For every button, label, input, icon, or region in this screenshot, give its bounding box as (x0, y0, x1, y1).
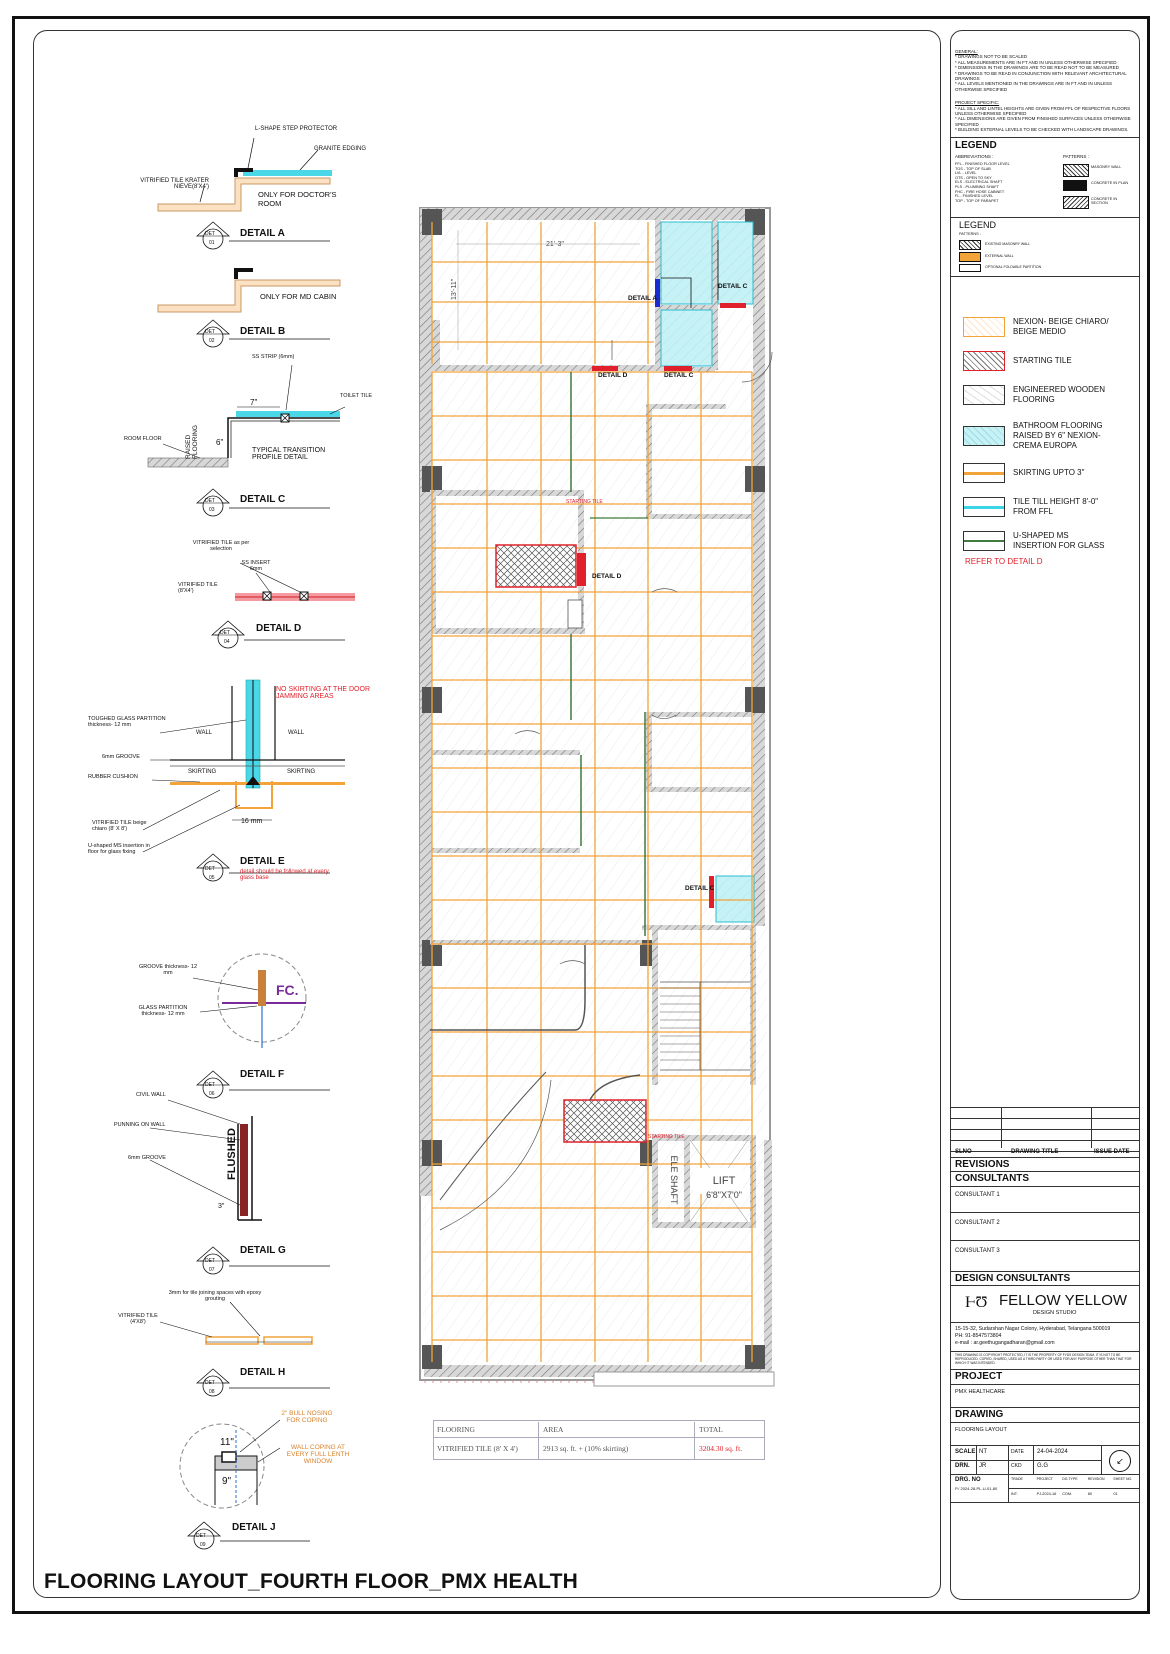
pattern-2: CONCRETE IN SECTION (1091, 197, 1118, 205)
detail-j-note-0: 2" BULL NOSING FOR COPING (281, 1410, 333, 1424)
detail-e-note-10: 16 mm (241, 818, 263, 825)
copyright-text: THIS DRAWING IS COPYRIGHT PROTECTED, IT IS THE PROPERTY OF FYDS DESIGN TEAM. IT IS NOT TO BE REPRODUCED, COPIED, SHARED, USED AS A THIRD PARTY OR USED FOR ANY PURPOSE OTHER THAN THAT FOR WHICH IT WAS INTENDED. (955, 1353, 1132, 1365)
north-arrow-icon: ↙ (1109, 1450, 1131, 1472)
detail-g-label: DETAIL G (240, 1245, 286, 1256)
design-consultants-section (951, 1271, 1139, 1369)
revision-grid (951, 1107, 1139, 1153)
detail-c-note-2: 7" (250, 398, 258, 407)
detail-f-label: DETAIL F (240, 1069, 285, 1080)
dim-height: 13'-11" (451, 278, 458, 300)
legend-item-4 (963, 463, 1113, 483)
firm-phone: PH: 91-8547573804 (955, 1333, 1002, 1339)
detail-a-ref: DET (205, 231, 215, 237)
detail-a-note-1: GRANITE EDGING (314, 146, 367, 152)
rev-header-title: DRAWING TITLE (1011, 1149, 1059, 1155)
legend-label-2: ENGINEERED WOODEN FLOORING (1013, 385, 1106, 404)
meta-col-2 (1033, 1446, 1034, 1474)
small-header-1: PROJECT (1036, 1477, 1053, 1481)
callout-detail-d-2: DETAIL D (592, 573, 622, 580)
detail-b-label: DETAIL B (240, 326, 286, 337)
revisions-title: REVISIONS (955, 1159, 1010, 1170)
detail-e-note-3: WALL (288, 730, 305, 736)
legend2-pattern-1: EXTERNAL WALL (985, 254, 1014, 258)
firm-sub: DESIGN STUDIO (1033, 1310, 1077, 1316)
detail-h-num: 08 (209, 1389, 215, 1395)
detail-j-num: 09 (200, 1542, 206, 1548)
general-4: * ALL LEVELS MENTIONED IN THE DRAWINGS ARE IN FT AND IN UNLESS OTHERWISE SPECIFIED (955, 81, 1113, 92)
consultant-1: CONSULTANT 1 (955, 1192, 1000, 1198)
legend-label-3: BATHROOM FLOORING RAISED BY 6" NEXION- CREMA EUROPA (1013, 421, 1103, 450)
callout-detail-c-1: DETAIL C (718, 283, 748, 290)
detail-h-ref: DET (205, 1380, 215, 1386)
concrete-section-swatch (1063, 196, 1089, 209)
detail-c-ref: DET (205, 498, 215, 504)
design-consultants-title: DESIGN CONSULTANTS (955, 1273, 1071, 1284)
detail-e-note-6: SKIRTING (188, 769, 217, 775)
area-header-area: AREA (539, 1422, 695, 1437)
design-consultants-rule (951, 1285, 1139, 1286)
detail-g-note-3: FLUSHED (226, 1128, 238, 1180)
consultant-rule-1 (951, 1212, 1139, 1213)
detail-j-ref: DET (196, 1533, 206, 1539)
lift-label: LIFT (712, 1175, 736, 1187)
concrete-plan-swatch (1063, 180, 1087, 191)
detail-c-note-5: ROOM FLOOR (124, 436, 162, 442)
legend2-section (951, 217, 1139, 277)
detail-c-note-4: RAISED FLOORING (185, 425, 199, 459)
abbrev-6: FHC - FIRE HOSE CABINET (955, 189, 1005, 194)
legend-item-1 (963, 351, 1113, 371)
detail-c-num: 03 (209, 507, 215, 513)
detail-d-num: 04 (224, 639, 230, 645)
detail-e-note-4: 6mm GROOVE (102, 754, 140, 760)
swatch-cyan-line (963, 497, 1005, 517)
pattern-0: MASONRY WALL (1091, 165, 1122, 169)
meta-col-0 (976, 1446, 977, 1474)
small-header-2: DG.TYPE (1062, 1477, 1078, 1481)
sheet-title: FLOORING LAYOUT_FOURTH FLOOR_PMX HEALTH (44, 1570, 578, 1593)
rev-header-date: ISSUE DATE (1094, 1149, 1130, 1155)
consultants-rule (951, 1186, 1139, 1187)
detail-e-note-9: U-shaped MS insertion in floor for glass fixing (88, 843, 150, 855)
detail-g-num: 07 (209, 1267, 215, 1273)
drg-label: DRG. NO (955, 1477, 981, 1483)
detail-b-num: 02 (209, 338, 215, 344)
legend-label-4: SKIRTING UPTO 3" (1013, 468, 1085, 477)
project-specific-1: * ALL DIMENSIONS ARE GIVEN FROM FINISHED SURFACES UNLESS OTHERWISE SPECIFIED (955, 116, 1131, 127)
swatch-wood (963, 385, 1005, 405)
detail-c-note-6: TYPICAL TRANSITION PROFILE DETAIL (252, 447, 326, 461)
detail-f-note-1: GLASS PARTITION thickness- 12 mm (138, 1005, 188, 1017)
meta-col-3 (1101, 1446, 1102, 1474)
area-row-area: 2913 sq. ft. + (10% skirting) (539, 1437, 695, 1459)
legend2-title: LEGEND (959, 220, 997, 230)
ckd-value: G.G (1037, 1463, 1049, 1469)
small-header-0: TRADE (1011, 1477, 1023, 1481)
ckd-label: CKD (1011, 1463, 1022, 1469)
detail-e-drawing (143, 680, 345, 881)
small-value-1: PJ-2024-16 (1036, 1492, 1057, 1496)
detail-e-note-7: SKIRTING (287, 769, 316, 775)
dim-width: 21'-3" (546, 241, 564, 248)
project-specific-0: * ALL SILL AND LINTEL HEIGHTS ARE GIVEN FROM FFL OF RESPECTIVE FLOORS UNLESS OTHERWISE SPECIFIED (955, 105, 1131, 117)
detail-c-label: DETAIL C (240, 494, 286, 505)
detail-j-note-3: 9" (222, 1476, 232, 1487)
small-header-4: SHEET NO. (1113, 1477, 1133, 1481)
area-header-total: TOTAL (699, 1424, 723, 1434)
firm-email: e-mail : ar.geethugangadharan@gmail.com (955, 1340, 1055, 1346)
detail-j-note-1: WALL COPING AT EVERY FULL LENTH WINDOW (286, 1444, 350, 1465)
detail-a-note-2: VITRIFIED TILE KRATER NIEVE(8'X4') (140, 178, 209, 190)
detail-d-label: DETAIL D (256, 623, 302, 634)
detail-f-note-2: FC. (276, 982, 299, 998)
drn-value: JR (979, 1463, 987, 1469)
detail-f-num: 06 (209, 1091, 215, 1097)
date-value: 24-04-2024 (1037, 1449, 1068, 1455)
legend1-patterns-title: PATTERNS : (1063, 154, 1089, 159)
detail-a-num: 01 (209, 240, 215, 246)
abbrev-5: PLS - PLUMBING SHAFT (955, 184, 999, 189)
title-block (950, 30, 1140, 1600)
meta-rule-1 (951, 1460, 1101, 1461)
detail-e-note-2: WALL (196, 730, 213, 736)
detail-a-note-0: L-SHAPE STEP PROTECTOR (255, 126, 338, 132)
abbrev-4: ELS - ELECTRICAL SHAFT (955, 180, 1003, 185)
external-wall-swatch (959, 252, 981, 262)
consultant-2: CONSULTANT 2 (955, 1220, 1000, 1226)
detail-j-note-2: 11" (220, 1437, 234, 1448)
detail-h-drawing (160, 1302, 330, 1396)
callout-starting-tile-1: STARTING TILE (566, 499, 603, 505)
swatch-orange-grid (963, 317, 1005, 337)
legend1-abbrev-title: ABBREVIATIONS : (955, 154, 994, 159)
legend1-section (951, 137, 1139, 217)
consultant-rule-2 (951, 1240, 1139, 1241)
firm-address: 15-15-32, Sudarshan Nagar Colony, Hyderabad, Telangana 500019 (955, 1326, 1111, 1332)
detail-e-note-8: VITRIFIED TILE beige chiaro (8' X 8') (92, 820, 147, 832)
swatch-red-hatch (963, 351, 1005, 371)
masonry-swatch (1063, 164, 1089, 177)
swatch-skirting (963, 463, 1005, 483)
callout-detail-a: DETAIL A (628, 295, 658, 302)
project-specific-title: PROJECT SPECIFIC: (955, 100, 1000, 106)
detail-g-note-4: 3" (218, 1203, 225, 1210)
legend2-pattern-2: OPTIONAL FOLDABLE PARTITION (985, 265, 1042, 269)
drawing-rule (951, 1422, 1139, 1423)
detail-c-note-3: 6" (216, 438, 224, 447)
refer-note: REFER TO DETAIL D (965, 557, 1043, 566)
detail-d-note-1: SS INSERT 6mm (241, 560, 271, 572)
consultants-section (951, 1171, 1139, 1271)
area-row-total: 3204.30 sq. ft. (699, 1443, 743, 1453)
legend2-pattern-0: EXISTING MASONRY WALL (985, 242, 1031, 246)
area-table-border (433, 1420, 765, 1460)
revisions-section (951, 1157, 1139, 1171)
detail-d-note-2: VITRIFIED TILE (8'X4') (178, 582, 218, 594)
scale-label: SCALE (955, 1449, 976, 1455)
detail-j-label: DETAIL J (232, 1522, 276, 1533)
rev-header-slno: SLNO (955, 1149, 972, 1155)
detail-b-ref: DET (205, 329, 215, 335)
partition-swatch (959, 264, 981, 272)
scale-value: NT (979, 1449, 987, 1455)
callout-detail-d-1: DETAIL D (598, 372, 628, 379)
ele-shaft-label: ELE SHAFT (669, 1155, 679, 1205)
detail-d-note-0: VITRIFIED TILE as per selection (192, 540, 250, 552)
abbrev-3: OTS - OPEN TO SKY (955, 175, 992, 180)
small-rule (1008, 1488, 1140, 1489)
legend1-abbrev-list (955, 162, 1010, 203)
detail-c-note-0: SS STRIP (6mm) (252, 354, 295, 360)
area-row-flooring: VITRIFIED TILE (8' X 4') (433, 1437, 539, 1459)
detail-a-label: DETAIL A (240, 228, 285, 239)
project-specific-2: * BUILDING EXTERNAL LEVELS TO BE CHECKED WITH LANDSCAPE DRAWINGS. (955, 127, 1129, 133)
legend-item-3 (963, 421, 1113, 451)
small-value-4: 01 (1113, 1492, 1118, 1496)
detail-e-note-5: RUBBER CUSHION (88, 774, 138, 780)
drn-label: DRN. (955, 1463, 970, 1469)
rev-col-1 (1001, 1107, 1002, 1148)
firm-rule (951, 1322, 1139, 1323)
firm-logo-icon: ⱵƱ (965, 1294, 988, 1311)
drg-number: P./ 2024-28-PL-U-01-80 (955, 1486, 998, 1491)
pattern-1: CONCRETE IN PLAN (1091, 181, 1129, 185)
general-0: * DRAWINGS NOT TO BE SCALED (955, 54, 1028, 60)
general-1: * ALL MEASUREMENTS ARE IN FT AND IN UNLESS OTHERWISE SPECIFIED (955, 59, 1117, 65)
legend-item-0 (963, 317, 1113, 337)
floor-plan (420, 208, 774, 1386)
project-rule (951, 1384, 1139, 1385)
legend-label-1: STARTING TILE (1013, 356, 1072, 365)
detail-e-note-1: TOUGHED GLASS PARTITION thickness- 12 mm (88, 716, 166, 728)
abbrev-0: FFL - FINISHED FLOOR LEVEL (955, 162, 1010, 166)
legend1-title: LEGEND (955, 140, 997, 151)
callout-detail-c-2: DETAIL C (664, 372, 694, 379)
legend-item-5 (963, 497, 1113, 517)
drawing-name: FLOORING LAYOUT (955, 1427, 1007, 1433)
abbrev-1: TOS - TOP OF SLAB (955, 166, 991, 171)
small-value-2: COM. (1062, 1492, 1073, 1496)
consultant-3: CONSULTANT 3 (955, 1248, 1000, 1254)
detail-e-warning: detail should be followed at every glass base (240, 869, 329, 881)
detail-h-label: DETAIL H (240, 1367, 286, 1378)
legend-label-5: TILE TILL HEIGHT 8'-0" FROM FFL (1013, 497, 1099, 516)
notes-block (955, 49, 1135, 133)
project-section (951, 1369, 1139, 1407)
detail-f-ref: DET (205, 1082, 215, 1088)
legend-top-rule (951, 276, 1139, 277)
area-header-flooring: FLOORING (433, 1422, 539, 1437)
detail-c-note-1: TOILET TILE (340, 393, 373, 399)
legend-item-6 (963, 531, 1113, 551)
abbrev-7: FL - FINISHED LEVEL (955, 194, 994, 199)
detail-g-note-1: PUNNING ON WALL (114, 1122, 166, 1128)
project-label: PROJECT (955, 1371, 1003, 1382)
callout-starting-tile-2: STARTING TILE (648, 1134, 685, 1140)
general-3: * DRAWINGS TO BE READ IN CONJUNCTION WITH RELEVANT ARCHITECTURAL DRAWINGS (955, 70, 1127, 82)
small-values (1011, 1492, 1139, 1496)
legend-label-0: NEXION- BEIGE CHIARO/ BEIGE MEDIO (1013, 317, 1109, 336)
legend-item-2 (963, 385, 1113, 405)
detail-b-note-0: ONLY FOR MD CABIN (260, 292, 337, 301)
firm-name: FELLOW YELLOW (999, 1292, 1128, 1309)
detail-g-note-2: 6mm GROOVE (128, 1155, 166, 1161)
detail-e-num: 05 (209, 875, 215, 881)
existing-wall-swatch (959, 240, 981, 250)
callout-detail-c-3: DETAIL C (685, 885, 715, 892)
consultants-title: CONSULTANTS (955, 1173, 1030, 1184)
detail-g-note-0: CIVIL WALL (136, 1092, 166, 1098)
drawing-label: DRAWING (955, 1409, 1004, 1420)
detail-h-note-0: 3mm for tile joining spaces with epoxy grouting (168, 1290, 262, 1302)
meta-col-1 (1008, 1446, 1009, 1502)
legend2-patterns-title: PATTERNS : (959, 232, 981, 236)
firm-contact (955, 1326, 1139, 1347)
detail-h-note-1: VITRIFIED TILE (4'X8') (118, 1313, 158, 1325)
copyright-rule (951, 1351, 1139, 1352)
abbrev-8: TOP - TOP OF PARAPET (955, 198, 999, 203)
detail-g-ref: DET (205, 1258, 215, 1264)
project-name: PMX HEALTHCARE (955, 1389, 1006, 1395)
small-headers (1011, 1477, 1139, 1481)
general-2: * DIMENSIONS IN THE DRAWINGS ARE TO BE READ NOT TO BE MEASURED (955, 65, 1119, 71)
detail-e-ref: DET (205, 866, 215, 872)
meta-rule-3 (951, 1502, 1139, 1503)
swatch-cyan (963, 426, 1005, 446)
small-value-3: 80 (1087, 1492, 1093, 1496)
lift-size: 6'8"X7'0" (706, 1190, 742, 1200)
small-value-0: INT. (1011, 1492, 1018, 1496)
detail-e-label: DETAIL E (240, 856, 285, 867)
abbrev-2: LVL - LEVEL (955, 171, 977, 176)
drawing-section (951, 1407, 1139, 1445)
meta-rule-2 (951, 1474, 1139, 1475)
rev-col-2 (1091, 1107, 1092, 1148)
date-label: DATE (1011, 1449, 1024, 1455)
detail-d-drawing (212, 563, 355, 648)
detail-e-note-0: NO SKIRTING AT THE DOOR JAMMING AREAS (276, 686, 370, 700)
detail-d-ref: DET (220, 630, 230, 636)
detail-f-note-0: GROOVE thickness- 12 mm (138, 964, 198, 976)
legend-label-6: U-SHAPED MS INSERTION FOR GLASS (1013, 531, 1105, 550)
small-header-3: REVISION (1087, 1477, 1105, 1481)
meta-section (951, 1445, 1139, 1600)
general-title: GENERAL: (955, 49, 978, 54)
swatch-green-line (963, 531, 1005, 551)
detail-a-note-3: ONLY FOR DOCTOR'S ROOM (258, 190, 337, 208)
